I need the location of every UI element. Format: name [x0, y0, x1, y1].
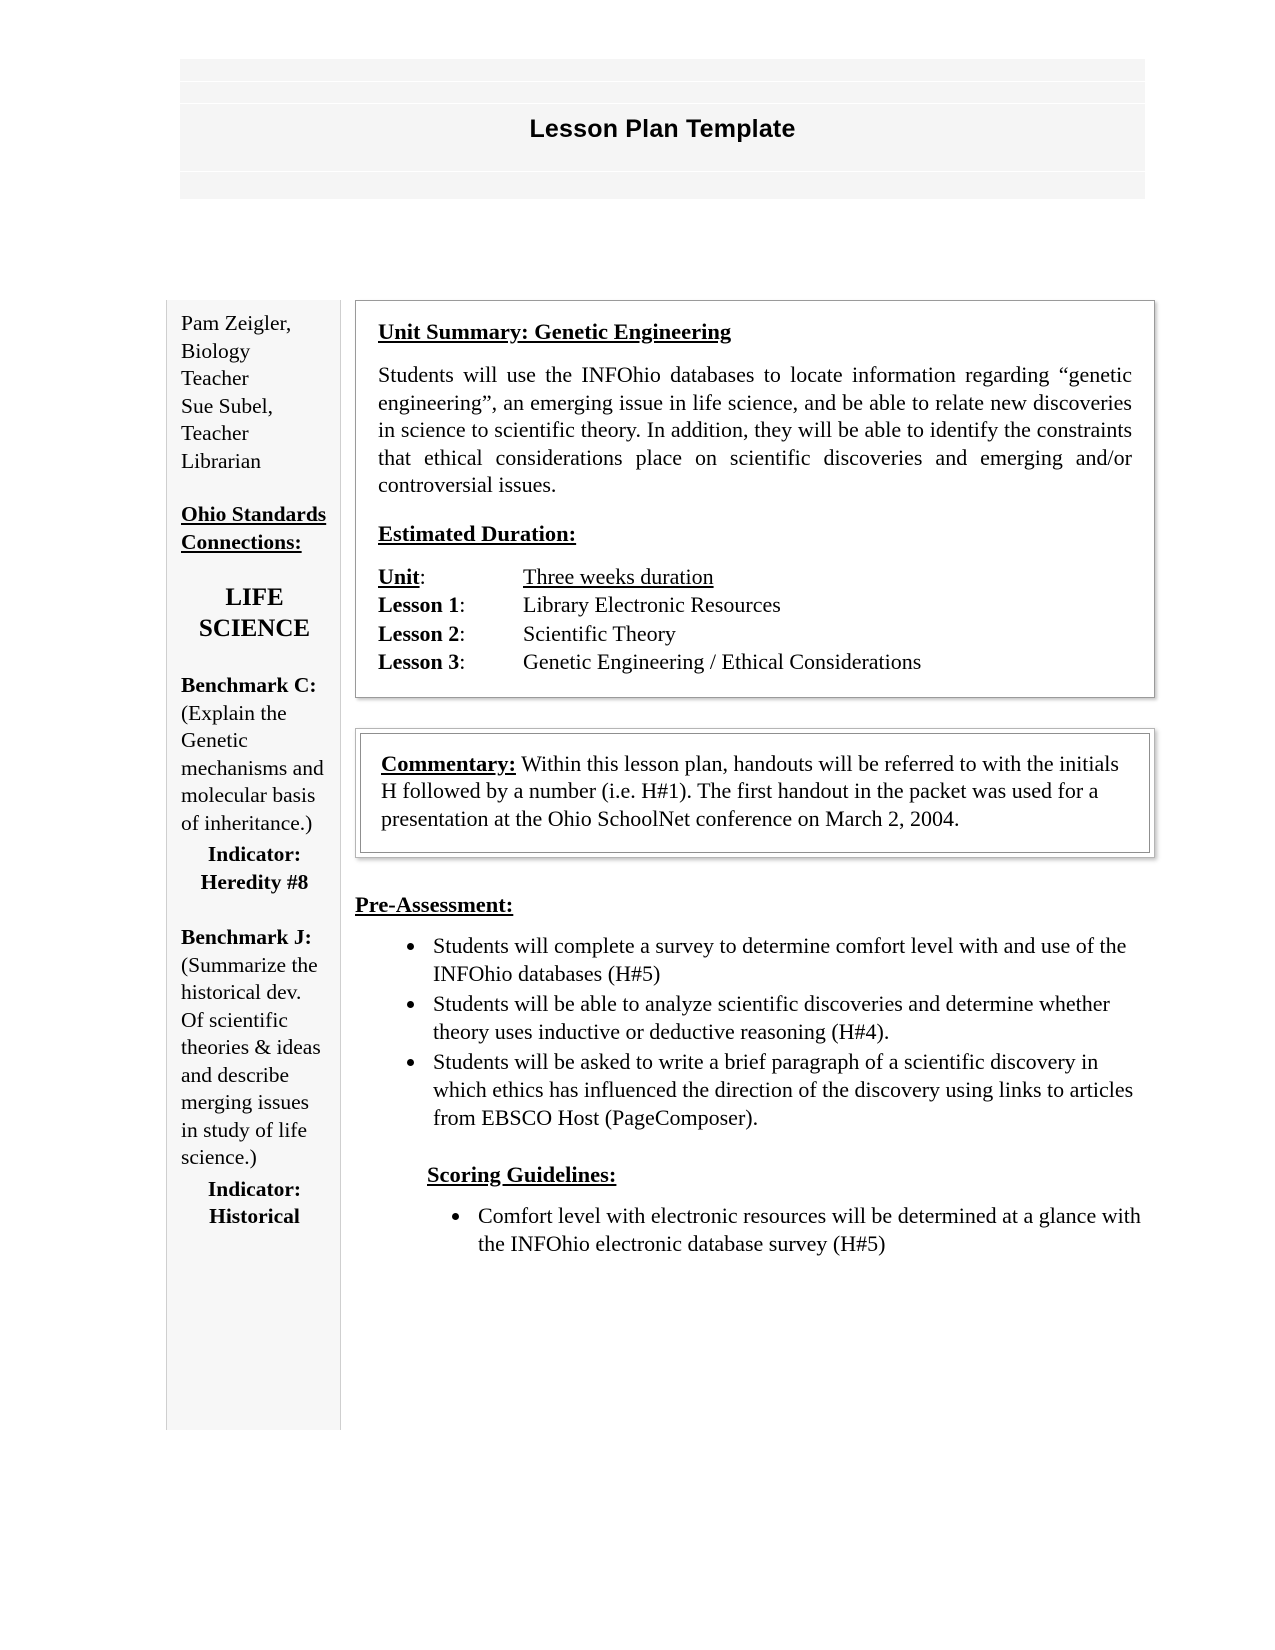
scoring-guidelines-heading: Scoring Guidelines:: [427, 1162, 617, 1187]
author-line: Sue Subel,: [181, 393, 273, 418]
list-item: • Comfort level with electronic resources will be determined at a glance with the INFOhio electronic database survey (H#5): [472, 1202, 1155, 1258]
benchmark-c-block: [181, 672, 328, 837]
commentary-text: [381, 750, 1129, 833]
duration-label-text: Lesson 3: [378, 649, 460, 674]
pre-assessment-list: [355, 932, 1155, 1132]
list-item: • Students will be able to analyze scientific discoveries and determine whether theory uses inductive or deductive reasoning (H#4).: [427, 990, 1155, 1046]
duration-label-text: Lesson 1: [378, 592, 460, 617]
benchmark-j-label: Benchmark J:: [181, 925, 312, 949]
author-list: [181, 310, 328, 475]
benchmark-c-text: (Explain the Genetic mechanisms and molecular basis of inheritance.): [181, 700, 324, 835]
table-row: [378, 620, 921, 649]
duration-value: Library Electronic Resources: [523, 592, 781, 617]
duration-value: Genetic Engineering / Ethical Considerations: [523, 649, 922, 674]
commentary-box-outer: [355, 728, 1155, 859]
duration-label: [378, 591, 523, 620]
benchmark-j-block: [181, 924, 328, 1172]
unit-summary-body: Students will use the INFOhio databases to locate information regarding “genetic engineering”, an emerging issue in life science, and be able to relate new discoveries in science to scientific theory. In addition, they will be able to identify the constraints that ethical considerations place on scientific discoveries and emerging and/or controversial issues.: [378, 362, 1132, 497]
scoring-guidelines-list: [427, 1202, 1155, 1258]
unit-summary-box: [355, 300, 1155, 698]
author-line: Teacher: [181, 366, 249, 390]
commentary-body: Within this lesson plan, handouts will be referred to with the initials H followed by a number (i.e. H#1). The first handout in the packet was used for a presentation at the Ohio SchoolNet conference on March 2, 2004.: [381, 750, 1119, 831]
author-line: Teacher: [181, 421, 249, 445]
unit-summary-heading: Unit Summary: Genetic Engineering: [378, 319, 732, 344]
table-row: [378, 648, 921, 677]
benchmark-c-colon: :: [309, 673, 317, 697]
page-header-banner: [180, 58, 1145, 199]
duration-value: Scientific Theory: [523, 620, 676, 646]
duration-colon: :: [459, 620, 466, 646]
duration-label-text: Unit: [378, 563, 420, 589]
pre-assessment-section: [355, 892, 1155, 1258]
duration-colon: :: [459, 592, 466, 617]
duration-label-text: Lesson 2: [378, 620, 460, 646]
commentary-heading: Commentary:: [381, 750, 516, 776]
page-title: Lesson Plan Template: [529, 115, 796, 143]
standards-sidebar: [166, 300, 341, 1430]
author-line: Biology: [181, 338, 251, 363]
estimated-duration-heading: Estimated Duration:: [378, 520, 577, 546]
duration-label: [378, 648, 523, 677]
benchmark-j-indicator: Indicator: Historical: [207, 1176, 302, 1228]
duration-colon: :: [419, 563, 426, 589]
lesson-plan-content: [355, 300, 1155, 1260]
table-row: [378, 563, 921, 592]
duration-value: Three weeks duration: [523, 563, 714, 589]
duration-colon: :: [459, 649, 466, 674]
pre-assessment-heading: Pre-Assessment:: [355, 892, 514, 917]
list-item: • Students will be asked to write a brief paragraph of a scientific discovery in which ethics has influenced the direction of the discovery using links to articles from EBSCO Host (PageComposer).: [427, 1048, 1155, 1132]
list-item: • Students will complete a survey to determine comfort level with and use of the INFOhio databases (H#5): [427, 932, 1155, 988]
standards-heading: Ohio Standards Connections:: [181, 502, 327, 554]
scoring-guidelines-section: [427, 1162, 1155, 1258]
subject-heading: LIFE SCIENCE: [198, 584, 311, 642]
duration-label: [378, 563, 523, 592]
benchmark-j-text: (Summarize the historical dev. Of scientific theories & ideas and describe merging issues in study of life science.): [181, 952, 321, 1169]
author-line: Librarian: [181, 448, 261, 473]
commentary-box: [360, 733, 1150, 854]
table-row: [378, 591, 921, 620]
author-line: Pam Zeigler,: [181, 311, 292, 335]
duration-table: [378, 563, 921, 677]
benchmark-c-indicator: Indicator: Heredity #8: [200, 842, 309, 894]
duration-label: [378, 620, 523, 649]
benchmark-c-label: Benchmark C: [181, 673, 310, 697]
commentary-wrapper: [355, 728, 1155, 859]
